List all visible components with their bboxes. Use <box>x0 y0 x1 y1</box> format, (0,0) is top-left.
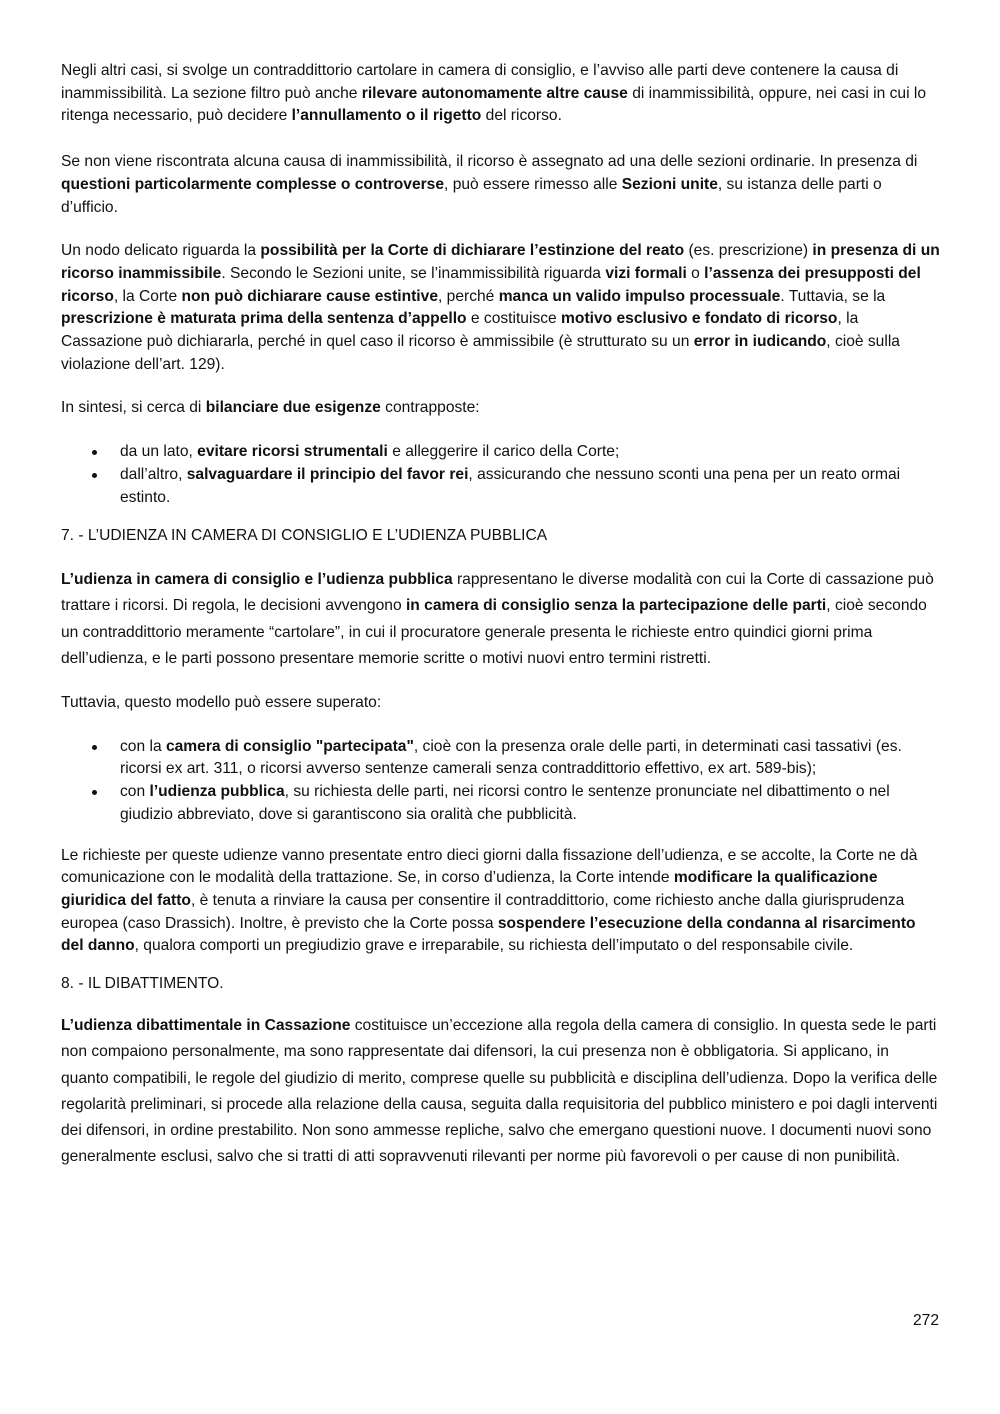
text-run: , può essere rimesso alle <box>444 175 622 193</box>
paragraph-ordinary-sections <box>61 151 940 219</box>
text-run: , perché <box>438 287 499 305</box>
bold-text: vizi formali <box>605 264 687 282</box>
bold-text: Sezioni unite <box>621 175 718 193</box>
text-run: , qualora comporti un pregiudizio grave e irreparabile, su richiesta dell’imputato o del responsabile civile. <box>134 937 854 955</box>
text-run: , cioè secondo un contraddittorio meramente “cartolare”, in cui il procuratore generale presenta le richieste entro quindici giorni prima dell’udienza, e le parti possono presentare memorie scritte o motivi nuovi entro termini ristretti. <box>61 597 927 667</box>
bold-text: camera di consiglio "partecipata" <box>165 737 414 755</box>
bold-text: error in iudicando <box>693 333 827 351</box>
bullet-list-hearing-types <box>61 736 940 827</box>
bold-text: l’udienza pubblica <box>149 783 285 801</box>
bold-text: non può dichiarare cause estintive <box>181 287 438 305</box>
text-run: , su richiesta delle parti, nei ricorsi contro le sentenze pronunciate nel dibattimento o nel giudizio abbreviato, dove si garantiscono sia oralità che pubblicità. <box>120 783 890 823</box>
paragraph-hearing-modes <box>61 567 940 672</box>
text-run: con la <box>120 737 166 755</box>
text-run: costituisce un’eccezione alla regola della camera di consiglio. In questa sede le parti non compaiono personalmente, ma sono rappresentate dai difensori, la cui presenza non è obbligatoria. Si applicano, in quanto compatibili, le regole del giudizio di merito, comprese quelle su pubblicità e disciplina dell’udienza. Dopo la verifica delle regolarità preliminari, si procede alla relazione della causa, seguita dalla requisitoria del pubblico ministero e poi dagli interventi dei difensori, in ordine prestabilito. Non sono ammesse repliche, salvo che emergano questioni nuove. I documenti nuovi sono generalmente esclusi, salvo che si tratti di atti sopravvenuti rilevanti per norme più favorevoli o per cause di non punibilità. <box>61 1017 938 1166</box>
text-run: dall’altro, <box>120 465 187 483</box>
text-run: , cioè con la presenza orale delle parti, in determinati casi tassativi (es. ricorsi ex art. 311, o ricorsi avverso sentenze camerali senza contraddittorio effettivo, ex art. 589-bis); <box>120 737 902 778</box>
bold-text: in presenza di un ricorso inammissibile <box>61 242 940 282</box>
list-item <box>61 441 940 464</box>
bold-text: l’assenza dei presupposti del ricorso <box>61 264 921 305</box>
section-heading-8: 8. - IL DIBATTIMENTO. <box>61 975 224 993</box>
paragraph-extinction-of-offence <box>61 240 940 376</box>
bold-text: rilevare autonomamente altre cause <box>361 84 628 102</box>
text-run: , la Cassazione può dichiararla, perché in quel caso il ricorso è ammissibile (è strutturato su un <box>61 310 859 351</box>
bold-text: motivo esclusivo e fondato di ricorso <box>561 310 838 328</box>
paragraph-hearing-requests <box>61 845 940 959</box>
text-run: con <box>120 783 150 801</box>
bold-text: sospendere l’esecuzione della condanna al risarcimento del danno <box>61 914 916 955</box>
text-run: , è tenuta a rinviare la causa per consentire il contraddittorio, come richiesto anche dalla giurisprudenza europea (caso Drassich). Inoltre, è previsto che la Corte possa <box>61 891 905 932</box>
text-run: . Tuttavia, se la <box>780 287 886 305</box>
bold-text: modificare la qualificazione giuridica del fatto <box>61 869 878 909</box>
text-run: Le richieste per queste udienze vanno presentate entro dieci giorni dalla fissazione dell’udienza, e se accolte, la Corte ne dà comunicazione con le modalità della trattazione. Se, in corso d’udienza, la Corte intende <box>61 846 918 887</box>
paragraph-summary <box>61 397 940 420</box>
text-run: e alleggerire il carico della Corte; <box>387 443 620 461</box>
paragraph-trial-hearing <box>61 1013 940 1170</box>
bold-text: prescrizione è maturata prima della sentenza d’appello <box>61 310 467 328</box>
text-run: Se non viene riscontrata alcuna causa di inammissibilità, il ricorso è assegnato ad una delle sezioni ordinarie. In presenza di <box>61 153 918 171</box>
list-item <box>61 781 940 826</box>
page-number: 272 <box>912 1312 939 1329</box>
bold-text: in camera di consiglio senza la partecipazione delle parti <box>405 597 827 615</box>
bullet-list-needs <box>61 441 940 509</box>
text-run: (es. prescrizione) <box>684 242 813 260</box>
text-run: del ricorso. <box>481 107 562 125</box>
bold-text: bilanciare due esigenze <box>205 399 381 417</box>
text-run: . Secondo le Sezioni unite, se l’inammissibilità riguarda <box>221 264 606 282</box>
paragraph-model-exceptions: Tuttavia, questo modello può essere superato: <box>61 694 382 712</box>
bold-text: l’annullamento o il rigetto <box>291 107 482 125</box>
text-run: , cioè sulla violazione dell’art. 129). <box>61 333 900 373</box>
text-run: di inammissibilità, oppure, nei casi in cui lo ritenga necessario, può decidere <box>61 84 927 125</box>
bold-text: evitare ricorsi strumentali <box>197 443 388 461</box>
bold-text: L’udienza dibattimentale in Cassazione <box>61 1017 351 1035</box>
bold-text: manca un valido impulso processuale <box>498 287 781 305</box>
bold-text: questioni particolarmente complesse o controverse <box>61 175 445 193</box>
text-run: o <box>686 264 705 282</box>
bold-text: possibilità per la Corte di dichiarare l’estinzione del reato <box>260 242 685 260</box>
list-item <box>61 464 940 509</box>
text-run: , assicurando che nessuno sconti una pena per un reato ormai estinto. <box>120 465 901 506</box>
text-run: , su istanza delle parti o d’ufficio. <box>61 175 882 216</box>
bold-text: salvaguardare il principio del favor rei <box>186 465 469 483</box>
text-run: , la Corte <box>113 287 182 305</box>
text-run: Negli altri casi, si svolge un contraddittorio cartolare in camera di consiglio, e l’avviso alle parti deve contenere la causa di inammissibilità. La sezione filtro può anche <box>61 62 899 102</box>
bold-text: L’udienza in camera di consiglio e l’udienza pubblica <box>61 571 453 589</box>
paragraph-filter-section <box>61 60 940 128</box>
text-run: rappresentano le diverse modalità con cui la Corte di cassazione può trattare i ricorsi. Di regola, le decisioni avvengono <box>61 571 934 615</box>
section-heading-7: 7. - L’UDIENZA IN CAMERA DI CONSIGLIO E L’UDIENZA PUBBLICA <box>61 527 548 545</box>
text-run: Un nodo delicato riguarda la <box>61 242 261 260</box>
text-run: e costituisce <box>466 310 562 328</box>
text-run: contrapposte: <box>380 399 480 417</box>
list-item <box>61 736 940 781</box>
text-run: da un lato, <box>120 443 198 461</box>
text-run: In sintesi, si cerca di <box>61 399 206 417</box>
